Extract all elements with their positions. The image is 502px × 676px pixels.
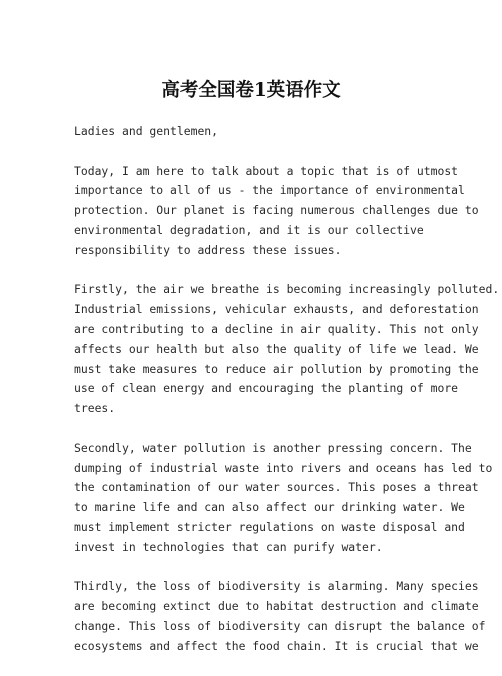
text-line: are contributing to a decline in air quality. This not only <box>74 321 479 336</box>
text-line: Thirdly, the loss of biodiversity is alarming. Many species <box>74 579 479 594</box>
text-line: affects our health but also the quality of life we lead. We <box>74 341 479 356</box>
text-line: Today, I am here to talk about a topic that is of utmost <box>74 163 459 178</box>
text-line: Secondly, water pollution is another pressing concern. The <box>74 440 472 455</box>
document-body <box>74 122 500 676</box>
text-line: dumping of industrial waste into rivers and oceans has led to <box>74 460 493 475</box>
paragraph-water-pollution <box>74 439 493 558</box>
text-line: ecosystems and affect the food chain. It is crucial that we <box>74 638 479 653</box>
paragraph-air-pollution <box>74 280 500 419</box>
paragraph-salutation <box>74 122 446 142</box>
text-line: to marine life and can also affect our drinking water. We <box>74 500 465 515</box>
text-line: environmental degradation, and it is our collective <box>74 222 424 237</box>
text-line: responsibility to address these issues. <box>74 242 342 257</box>
text-line: protection. Our planet is facing numerous challenges due to <box>74 203 479 218</box>
text-line: the contamination of our water sources. This poses a threat <box>74 480 479 495</box>
document-title: 高考全国卷1英语作文 <box>161 80 341 101</box>
text-line: use of clean energy and encouraging the planting of more <box>74 381 459 396</box>
text-line: importance to all of us - the importance of environmental <box>74 183 465 198</box>
paragraph-biodiversity <box>74 577 486 656</box>
text-line: invest in technologies that can purify water. <box>74 539 383 554</box>
text-line: trees. <box>74 401 116 416</box>
text-line: must take measures to reduce air pollution by promoting the <box>74 361 479 376</box>
text-line: Firstly, the air we breathe is becoming increasingly polluted. <box>74 282 500 297</box>
text-line: Ladies and gentlemen, <box>74 124 219 138</box>
text-line: change. This loss of biodiversity can disrupt the balance of <box>74 618 486 633</box>
text-line: Industrial emissions, vehicular exhausts, and deforestation <box>74 302 479 317</box>
text-line: are becoming extinct due to habitat destruction and climate <box>74 599 479 614</box>
text-line: must implement stricter regulations on waste disposal and <box>74 519 465 534</box>
paragraph-introduction <box>74 162 479 261</box>
